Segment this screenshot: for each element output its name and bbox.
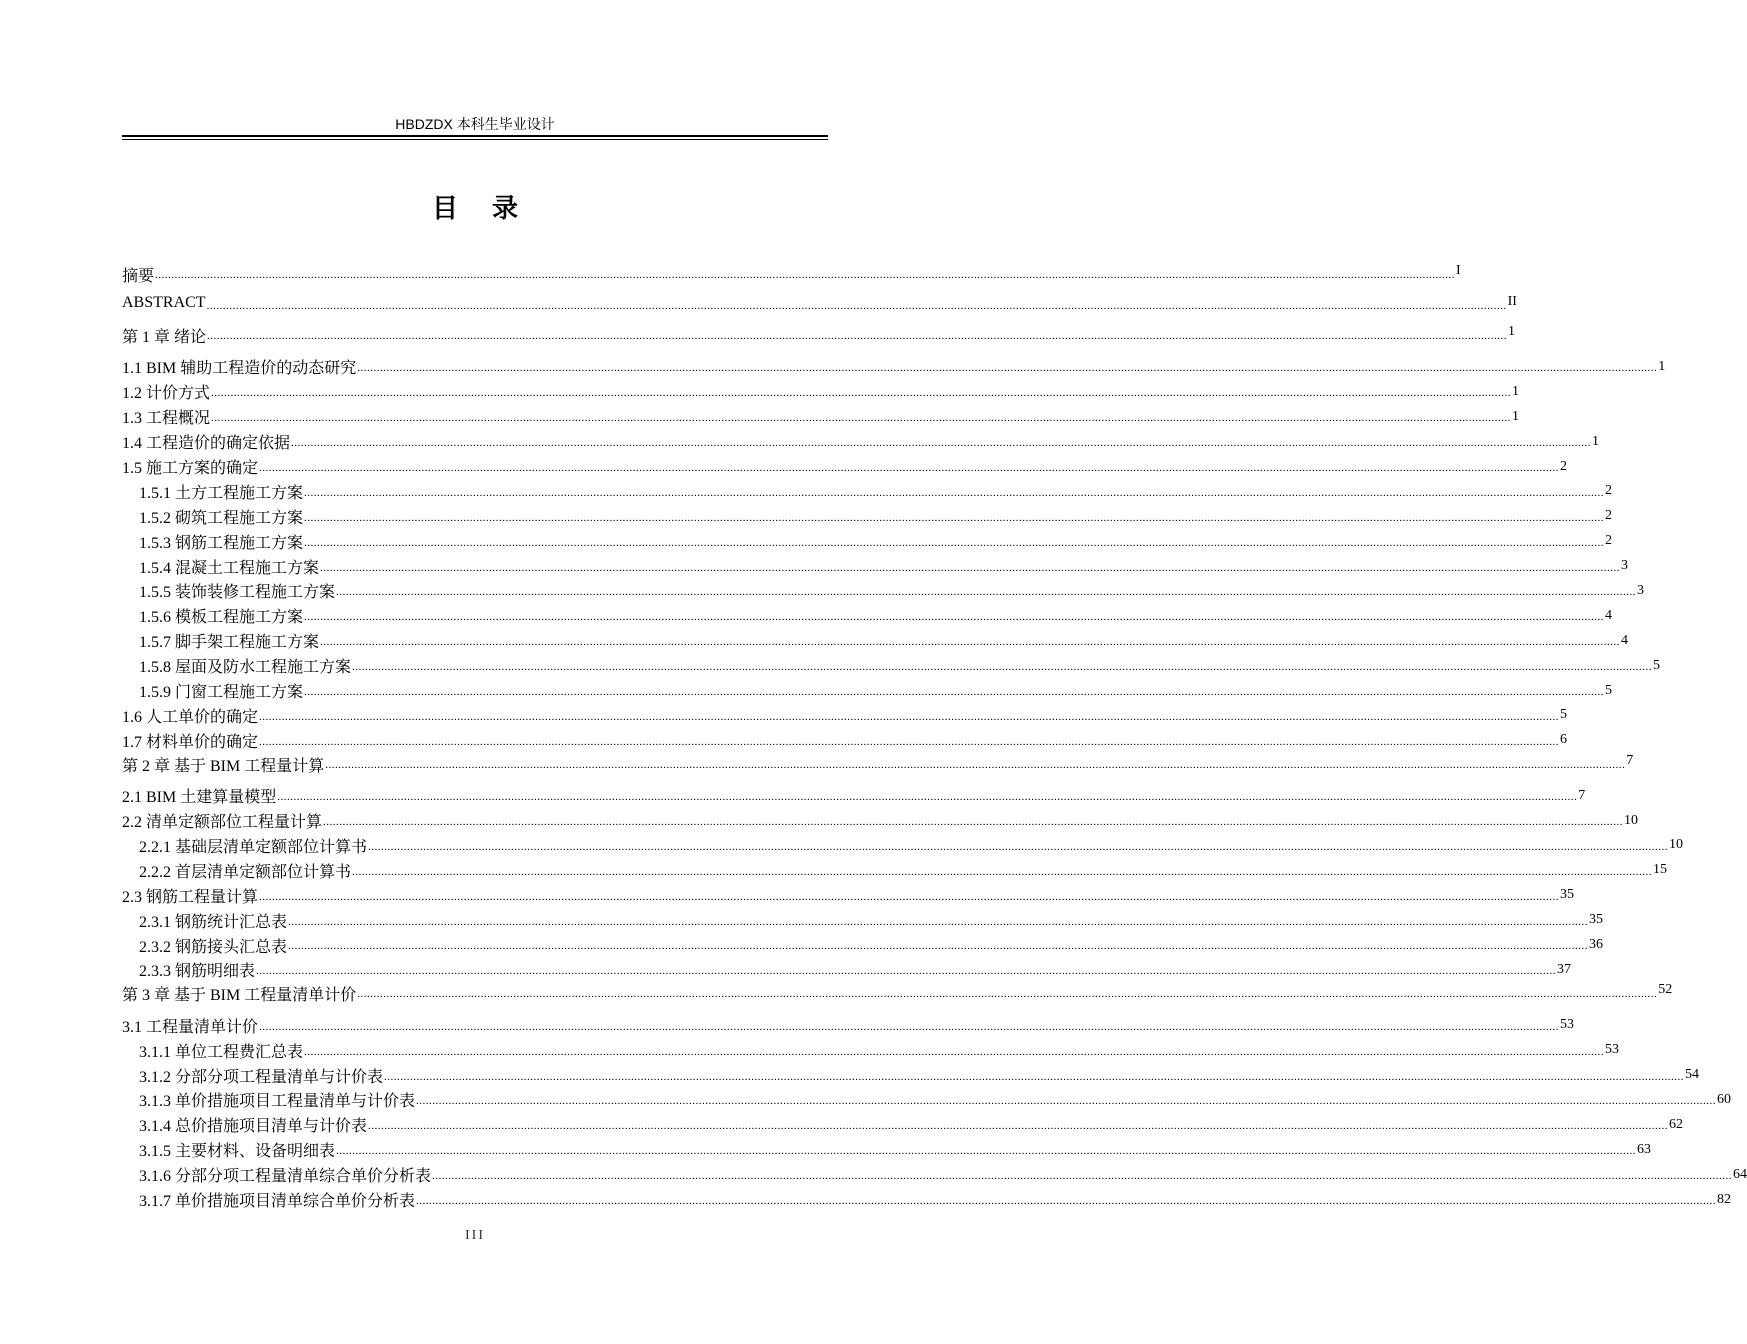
toc-entry-label: 1.5.8 屋面及防水工程施工方案: [139, 659, 352, 677]
table-of-contents: [122, 263, 1747, 1212]
toc-entry[interactable]: [122, 1162, 1747, 1187]
toc-entry-page: 62: [1669, 1116, 1684, 1132]
toc-entry-label: 1.5.6 模板工程施工方案: [139, 609, 304, 627]
dot-leader: ................................................................................................................................................................................................................................................................................................................................................................................................................: [357, 988, 1658, 1001]
dot-leader: ................................................................................................................................................................................................................................................................................................................................................................................................................: [259, 890, 1560, 903]
dot-leader: ................................................................................................................................................................................................................................................................................................................................................................................................................: [259, 735, 1560, 748]
toc-entry[interactable]: [122, 957, 1572, 982]
toc-entry-label: 1.2 计价方式: [122, 385, 211, 403]
toc-entry[interactable]: [122, 1038, 1620, 1063]
toc-entry-label: 3.1.3 单价措施项目工程量清单与计价表: [139, 1093, 416, 1111]
toc-entry[interactable]: [122, 752, 1634, 784]
dot-leader: ................................................................................................................................................................................................................................................................................................................................................................................................................: [416, 1095, 1717, 1108]
toc-entry-page: 1: [1508, 324, 1516, 339]
dot-leader: ................................................................................................................................................................................................................................................................................................................................................................................................................: [288, 940, 1589, 953]
toc-entry-page: 4: [1605, 607, 1613, 623]
dot-leader: ................................................................................................................................................................................................................................................................................................................................................................................................................: [259, 1020, 1560, 1033]
toc-entry-page: 1: [1512, 408, 1520, 424]
toc-entry-label: 1.5.5 装饰装修工程施工方案: [139, 584, 336, 602]
toc-entry-page: 36: [1589, 937, 1604, 953]
dot-leader: ................................................................................................................................................................................................................................................................................................................................................................................................................: [288, 915, 1589, 928]
toc-entry-label: 3.1.6 分部分项工程量清单综合单价分析表: [139, 1168, 432, 1186]
toc-entry-page: 2: [1605, 483, 1613, 499]
dot-leader: ................................................................................................................................................................................................................................................................................................................................................................................................................: [304, 685, 1605, 698]
toc-entry-label: 1.5.4 混凝土工程施工方案: [139, 559, 320, 577]
toc-entry-page: 35: [1589, 912, 1604, 928]
toc-entry-label: 2.2 清单定额部位工程量计算: [122, 814, 323, 832]
toc-entry-label: 2.2.2 首层清单定额部位计算书: [139, 863, 352, 881]
toc-entry-page: 82: [1717, 1191, 1732, 1207]
page-title: 目录: [431, 194, 552, 224]
dot-leader: ................................................................................................................................................................................................................................................................................................................................................................................................................: [325, 758, 1626, 771]
toc-entry-page: 10: [1669, 837, 1684, 853]
dot-leader: ................................................................................................................................................................................................................................................................................................................................................................................................................: [256, 965, 1557, 978]
toc-entry-label: 2.3.3 钢筋明细表: [139, 963, 256, 981]
toc-entry[interactable]: [122, 933, 1604, 958]
toc-entry-page: 7: [1626, 752, 1634, 768]
toc-entry[interactable]: [122, 404, 1520, 429]
toc-entry-page: 6: [1560, 732, 1568, 748]
toc-entry[interactable]: [122, 379, 1520, 404]
toc-entry-page: II: [1507, 293, 1517, 309]
toc-entry-page: 1: [1592, 433, 1600, 449]
toc-entry[interactable]: [122, 908, 1604, 933]
dot-leader: ................................................................................................................................................................................................................................................................................................................................................................................................................: [304, 511, 1605, 524]
toc-entry-page: 10: [1624, 812, 1639, 828]
toc-entry-label: 3.1.1 单位工程费汇总表: [139, 1043, 304, 1061]
toc-entry-page: 52: [1658, 982, 1673, 998]
toc-entry-page: 1: [1512, 383, 1520, 399]
dot-leader: ................................................................................................................................................................................................................................................................................................................................................................................................................: [304, 486, 1605, 499]
toc-entry-label: 1.3 工程概况: [122, 410, 211, 428]
running-header: HBDZDX 本科生毕业设计: [395, 116, 555, 132]
toc-entry[interactable]: [122, 1063, 1700, 1088]
dot-leader: ................................................................................................................................................................................................................................................................................................................................................................................................................: [357, 362, 1658, 375]
dot-leader: ................................................................................................................................................................................................................................................................................................................................................................................................................: [206, 299, 1507, 312]
dot-leader: ................................................................................................................................................................................................................................................................................................................................................................................................................: [207, 330, 1508, 342]
toc-entry[interactable]: [122, 982, 1673, 1013]
toc-entry-label: 第 1 章 绪论: [122, 329, 207, 346]
toc-entry-page: 1: [1658, 358, 1666, 374]
dot-leader: ................................................................................................................................................................................................................................................................................................................................................................................................................: [277, 791, 1578, 804]
dot-leader: ................................................................................................................................................................................................................................................................................................................................................................................................................: [155, 269, 1456, 281]
toc-entry[interactable]: [122, 678, 1613, 703]
toc-entry[interactable]: [122, 529, 1613, 554]
dot-leader: ................................................................................................................................................................................................................................................................................................................................................................................................................: [416, 1195, 1717, 1207]
toc-entry-label: 3.1.7 单价措施项目清单综合单价分析表: [139, 1193, 416, 1211]
toc-entry[interactable]: [122, 479, 1613, 504]
toc-entry-page: 5: [1560, 707, 1568, 723]
toc-entry[interactable]: [122, 1187, 1732, 1212]
toc-entry-label: 1.4 工程造价的确定依据: [122, 435, 291, 453]
toc-entry-label: 2.2.1 基础层清单定额部位计算书: [139, 838, 368, 856]
toc-entry[interactable]: [122, 1112, 1684, 1137]
toc-entry[interactable]: [122, 324, 1516, 355]
toc-entry-label: 1.5.9 门窗工程施工方案: [139, 684, 304, 702]
toc-entry-page: 53: [1560, 1017, 1575, 1033]
page-number: III: [465, 1228, 485, 1243]
dot-leader: ................................................................................................................................................................................................................................................................................................................................................................................................................: [432, 1170, 1733, 1183]
toc-entry-page: 53: [1605, 1042, 1620, 1058]
dot-leader: ................................................................................................................................................................................................................................................................................................................................................................................................................: [259, 461, 1560, 474]
toc-entry-label: 1.5.7 脚手架工程施工方案: [139, 634, 320, 652]
header-rule-thin: [122, 139, 828, 140]
toc-entry[interactable]: [122, 628, 1629, 653]
toc-entry[interactable]: [122, 703, 1568, 728]
toc-entry[interactable]: [122, 728, 1568, 753]
toc-entry-page: 37: [1557, 961, 1572, 977]
toc-entry-label: 3.1.5 主要材料、设备明细表: [139, 1143, 336, 1161]
toc-entry[interactable]: [122, 858, 1668, 883]
toc-entry[interactable]: [122, 808, 1639, 833]
toc-entry-label: 1.5.1 土方工程施工方案: [139, 484, 304, 502]
toc-entry-label: 第 3 章 基于 BIM 工程量清单计价: [122, 987, 357, 1005]
toc-entry[interactable]: [122, 783, 1586, 808]
toc-entry[interactable]: [122, 263, 1461, 294]
toc-entry-label: 1.5 施工方案的确定: [122, 460, 259, 477]
toc-entry-page: 15: [1653, 862, 1668, 878]
toc-entry[interactable]: [122, 355, 1666, 380]
toc-entry[interactable]: [122, 883, 1575, 908]
toc-entry-label: 1.5.3 钢筋工程施工方案: [139, 534, 304, 552]
toc-entry[interactable]: [122, 603, 1613, 628]
toc-entry-page: I: [1456, 263, 1461, 278]
dot-leader: ................................................................................................................................................................................................................................................................................................................................................................................................................: [368, 1120, 1669, 1133]
dot-leader: ................................................................................................................................................................................................................................................................................................................................................................................................................: [368, 840, 1669, 853]
toc-entry-page: 3: [1621, 558, 1629, 574]
toc-entry-page: 5: [1653, 657, 1661, 673]
toc-entry-label: 第 2 章 基于 BIM 工程量计算: [122, 757, 325, 775]
toc-entry-page: 2: [1605, 533, 1613, 549]
toc-entry-page: 2: [1605, 508, 1613, 524]
toc-entry[interactable]: [122, 293, 1517, 325]
toc-entry-label: 2.1 BIM 土建算量模型: [122, 789, 277, 807]
toc-entry-label: 1.7 材料单价的确定: [122, 733, 259, 751]
toc-entry-label: 1.5.2 砌筑工程施工方案: [139, 509, 304, 527]
toc-entry[interactable]: [122, 429, 1600, 454]
dot-leader: ................................................................................................................................................................................................................................................................................................................................................................................................................: [304, 536, 1605, 549]
toc-entry-page: 54: [1685, 1067, 1700, 1083]
dot-leader: ................................................................................................................................................................................................................................................................................................................................................................................................................: [291, 437, 1592, 450]
dot-leader: ................................................................................................................................................................................................................................................................................................................................................................................................................: [336, 586, 1637, 599]
toc-entry-page: 2: [1560, 458, 1568, 474]
toc-entry[interactable]: [122, 1137, 1652, 1162]
toc-entry-label: 2.3.2 钢筋接头汇总表: [139, 938, 288, 956]
toc-entry-page: 4: [1621, 632, 1629, 648]
dot-leader: ................................................................................................................................................................................................................................................................................................................................................................................................................: [384, 1070, 1685, 1083]
dot-leader: ................................................................................................................................................................................................................................................................................................................................................................................................................: [352, 865, 1653, 878]
toc-entry[interactable]: [122, 579, 1645, 604]
header-rule-thick: [122, 135, 828, 137]
dot-leader: ................................................................................................................................................................................................................................................................................................................................................................................................................: [320, 636, 1621, 649]
toc-entry-label: ABSTRACT: [122, 293, 206, 311]
toc-entry[interactable]: [122, 653, 1661, 678]
toc-entry-label: 3.1.4 总价措施项目清单与计价表: [139, 1118, 368, 1136]
toc-entry-page: 7: [1578, 787, 1586, 803]
toc-entry-page: 63: [1637, 1141, 1652, 1157]
toc-entry-page: 3: [1637, 582, 1645, 598]
dot-leader: ................................................................................................................................................................................................................................................................................................................................................................................................................: [320, 561, 1621, 574]
dot-leader: ................................................................................................................................................................................................................................................................................................................................................................................................................: [211, 412, 1512, 425]
toc-entry-page: 64: [1733, 1166, 1747, 1182]
toc-entry-page: 60: [1717, 1091, 1732, 1107]
toc-entry-label: 3.1.2 分部分项工程量清单与计价表: [139, 1068, 384, 1086]
toc-entry-page: 5: [1605, 682, 1613, 698]
toc-entry[interactable]: [122, 1088, 1732, 1113]
toc-entry[interactable]: [122, 833, 1684, 858]
toc-entry[interactable]: [122, 1013, 1575, 1038]
dot-leader: ................................................................................................................................................................................................................................................................................................................................................................................................................: [304, 611, 1605, 624]
toc-entry-label: 1.6 人工单价的确定: [122, 708, 259, 726]
dot-leader: ................................................................................................................................................................................................................................................................................................................................................................................................................: [304, 1045, 1605, 1058]
dot-leader: ................................................................................................................................................................................................................................................................................................................................................................................................................: [352, 661, 1653, 674]
dot-leader: ................................................................................................................................................................................................................................................................................................................................................................................................................: [211, 387, 1512, 400]
toc-entry-label: 2.3.1 钢筋统计汇总表: [139, 913, 288, 931]
dot-leader: ................................................................................................................................................................................................................................................................................................................................................................................................................: [336, 1145, 1637, 1158]
toc-entry-page: 35: [1560, 887, 1575, 903]
toc-entry-label: 2.3 钢筋工程量计算: [122, 888, 259, 906]
toc-entry-label: 3.1 工程量清单计价: [122, 1018, 259, 1036]
toc-entry[interactable]: [122, 504, 1613, 529]
toc-entry-label: 1.1 BIM 辅助工程造价的动态研究: [122, 360, 357, 378]
toc-entry[interactable]: [122, 454, 1568, 479]
toc-entry-label: 摘要: [122, 268, 155, 285]
dot-leader: ................................................................................................................................................................................................................................................................................................................................................................................................................: [323, 816, 1624, 829]
toc-entry[interactable]: [122, 554, 1629, 579]
dot-leader: ................................................................................................................................................................................................................................................................................................................................................................................................................: [259, 710, 1560, 723]
